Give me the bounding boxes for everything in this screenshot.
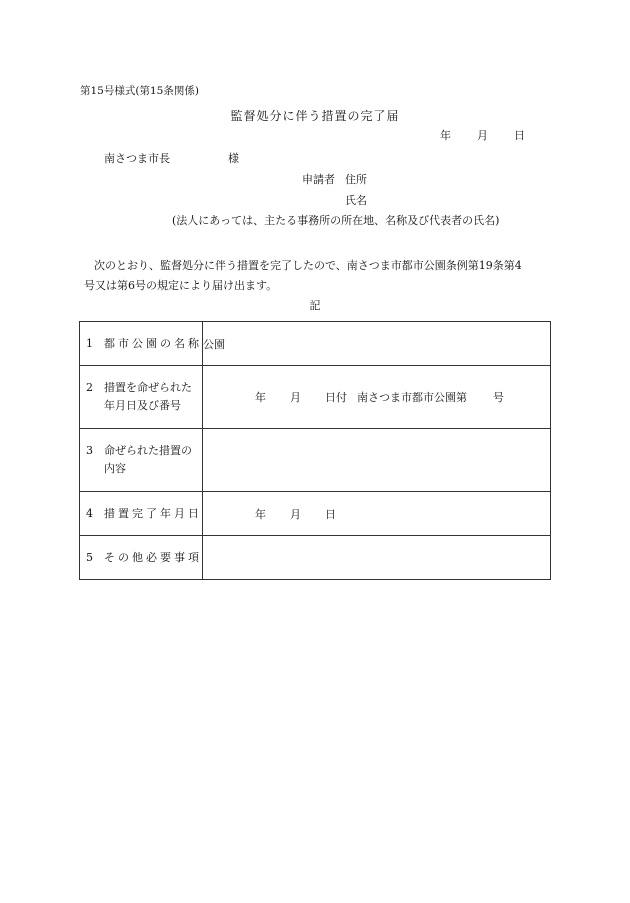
- date-year: 年: [440, 129, 451, 142]
- order-number-suffix: 号: [493, 391, 504, 404]
- table-row: [80, 536, 551, 580]
- table-row: [80, 322, 551, 366]
- ki-heading: 記: [309, 299, 321, 312]
- row-number: 2: [86, 381, 93, 394]
- applicant-role-label: 申請者: [302, 173, 335, 186]
- body-line-1: 次のとおり、監督処分に伴う措置を完了したので、南さつま市都市公園条例第19条第4: [94, 259, 522, 272]
- row-label-cell: [80, 429, 203, 492]
- row-label-cell: [80, 366, 203, 429]
- completion-month: 月: [290, 507, 301, 521]
- order-date-number-value: [203, 366, 551, 429]
- completion-date-value: [203, 492, 551, 536]
- row-label-line: 年月日及び番号: [104, 399, 181, 412]
- order-day: 日付: [325, 391, 347, 404]
- park-name-value: 公園: [203, 322, 551, 366]
- row-number: 5: [86, 550, 93, 564]
- measure-content-value: [203, 429, 551, 492]
- table-row: [80, 429, 551, 492]
- form-number: 第15号様式(第15条関係): [80, 85, 199, 97]
- date-month: 月: [477, 129, 488, 142]
- body-text: [80, 256, 556, 296]
- applicant-note: (法人にあっては、主たる事務所の所在地、名称及び代表者の氏名): [172, 214, 500, 227]
- addressee: [104, 153, 239, 164]
- applicant-address-label: 住所: [345, 173, 367, 186]
- row-label: その他必要事項: [104, 550, 202, 564]
- completion-day: 日: [325, 507, 336, 521]
- completion-year: 年: [255, 507, 266, 521]
- row-label: 措置完了年月日: [104, 506, 202, 520]
- row-number: 4: [86, 506, 93, 520]
- addressee-name: 南さつま市長: [104, 152, 170, 165]
- order-year: 年: [255, 391, 266, 404]
- row-label-line: 措置を命ぜられた: [104, 381, 192, 394]
- row-label-cell: [80, 536, 203, 580]
- submission-date: [440, 130, 525, 141]
- order-number-prefix: 南さつま市都市公園第: [357, 391, 467, 404]
- row-label-cell: [80, 322, 203, 366]
- table-row: [80, 492, 551, 536]
- items-table: [79, 321, 551, 580]
- applicant-address-line: [302, 174, 367, 185]
- page-title: 監督処分に伴う措置の完了届: [230, 109, 400, 123]
- row-label: 都市公園の名称: [104, 336, 202, 350]
- body-line-2: 号又は第6号の規定により届け出ます。: [84, 279, 278, 292]
- row-label-line: 内容: [104, 462, 126, 475]
- row-label-line: 命ぜられた措置の: [104, 444, 192, 457]
- order-month: 月: [290, 391, 301, 404]
- date-day: 日: [514, 129, 525, 142]
- other-matters-value: [203, 536, 551, 580]
- row-number: 3: [86, 444, 93, 457]
- row-label-cell: [80, 492, 203, 536]
- addressee-honorific: 様: [228, 152, 239, 165]
- row-number: 1: [86, 336, 93, 350]
- table-row: [80, 366, 551, 429]
- applicant-name-label: 氏名: [345, 194, 367, 207]
